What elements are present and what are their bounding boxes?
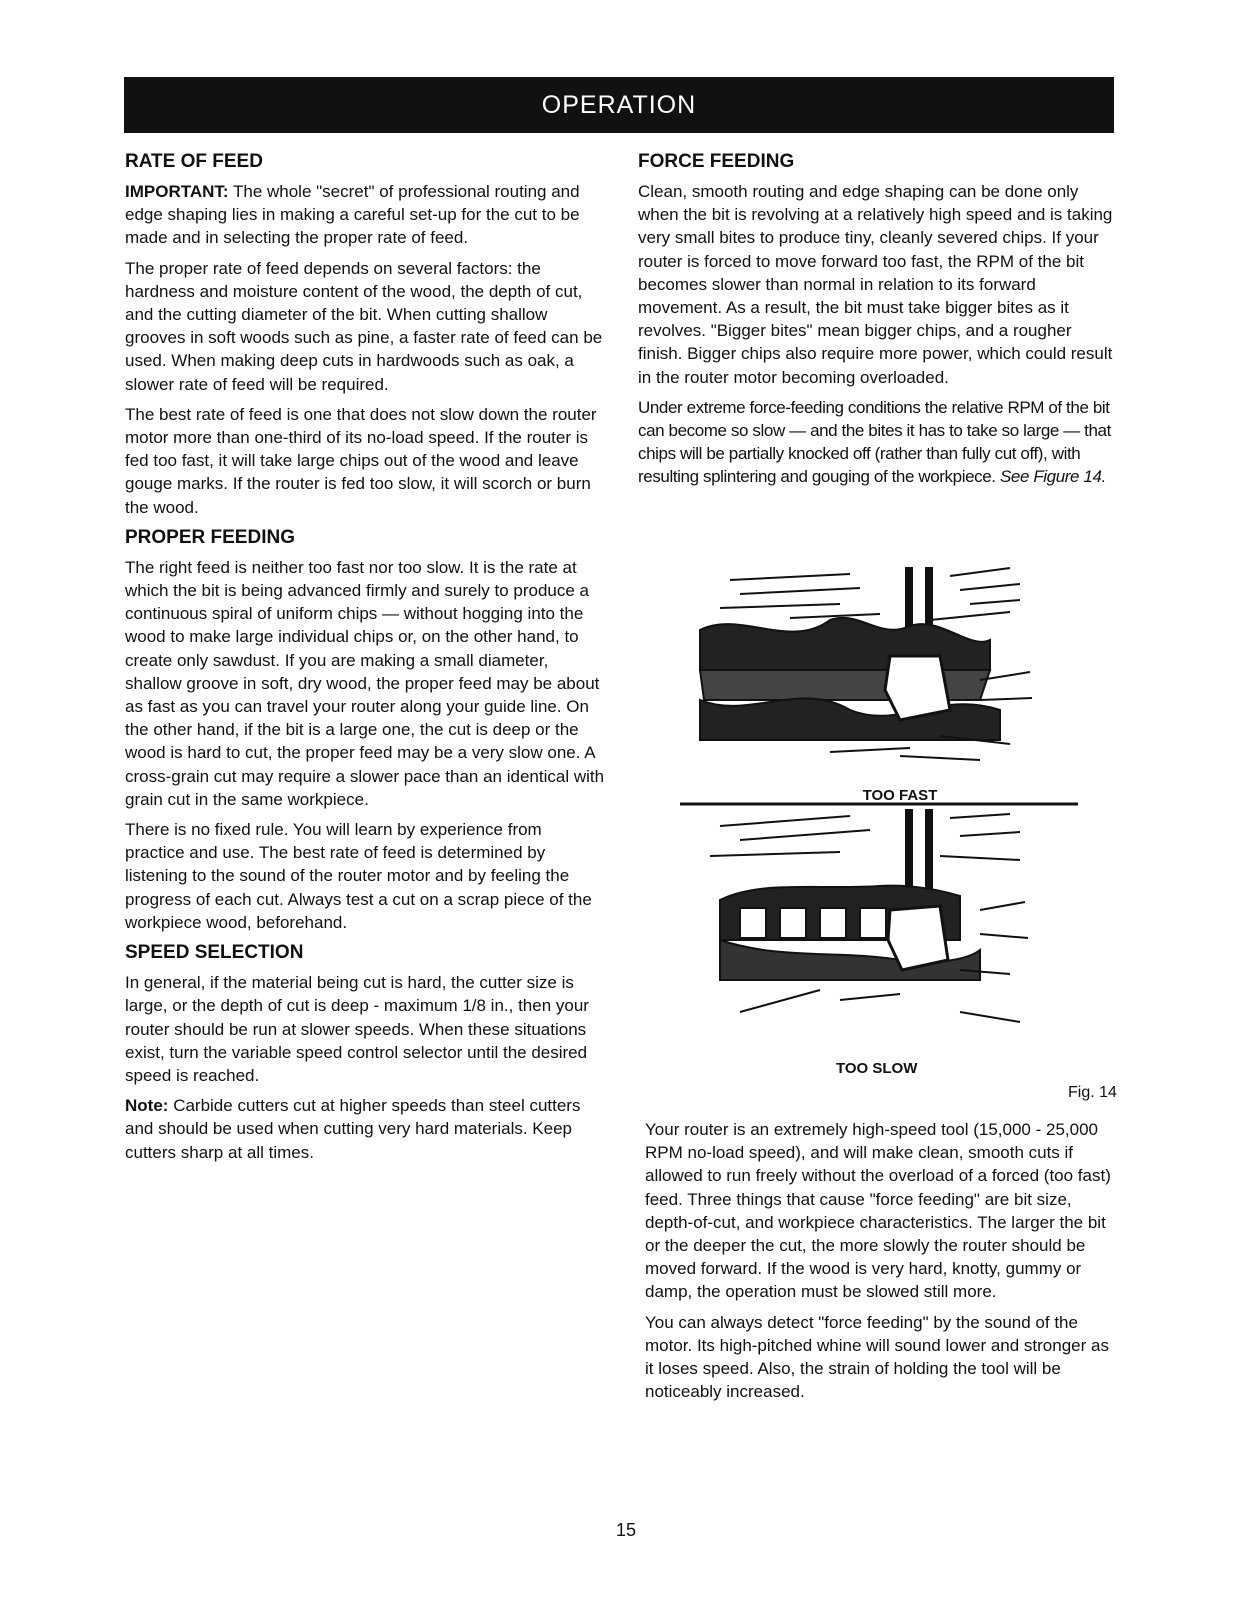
too-slow-label: TOO SLOW [836, 1060, 918, 1077]
paragraph: You can always detect "force feeding" by the sound of the motor. Its high-pitched whine will sound lower and stronger as it loses speed. Also, the strain of holding the tool will be noticeably increased. [645, 1312, 1109, 1402]
paragraph: There is no fixed rule. You will learn by experience from practice and use. The best rate of feed is determined by listening to the sound of the router motor and by feeling the progress of each cut. Always test a cut on a scrap piece of the workpiece wood, beforehand. [125, 820, 592, 932]
paragraph: Clean, smooth routing and edge shaping can be done only when the bit is revolving at a relatively high speed and is taking very small bites to produce tiny, cleanly severed chips. If your router is forced to move forward too fast, the RPM of the bit becomes slower than normal in relation to its forward movement. As a result, the bit must take bigger bites as it revolves. "Bigger bites" mean bigger chips, and a rougher finish. Bigger chips also require more power, which could result in the router motor becoming overloaded. [638, 182, 1113, 387]
heading-force-feeding: FORCE FEEDING [638, 151, 795, 172]
paragraph: The right feed is neither too fast nor too slow. It is the rate at which the bit is being advanced firmly and surely to produce a continuous spiral of uniform chips — without hogging into the wood to make large individual chips or, on the other hand, to create only sawdust. If you are making a small diameter, shallow groove in soft, dry wood, the proper feed may be about as fast as you can travel your router along your guide line. On the other hand, if the bit is a large one, the cut is deep or the wood is hard to cut, the proper feed may be a very slow one. A cross-grain cut may require a slower pace than an identical with grain cut in the same workpiece. [125, 557, 605, 809]
important-label: IMPORTANT: [125, 182, 229, 201]
paragraph [638, 396, 1116, 489]
right-column [638, 150, 1116, 496]
figure-number: Fig. 14 [1068, 1084, 1117, 1101]
heading-rate-of-feed: RATE OF FEED [125, 151, 263, 172]
note-paragraph [125, 1094, 605, 1164]
too-slow-illustration [710, 810, 1028, 1022]
paragraph [125, 180, 605, 250]
paragraph-text: The whole "secret" of professional routing and edge shaping lies in making a careful set-up for the cut to be made and in selecting the proper rate of feed. [125, 182, 580, 248]
figure-reference: See Figure 14. [999, 467, 1106, 487]
too-fast-label: TOO FAST [862, 787, 938, 804]
paragraph-text: Under extreme force-feeding conditions the relative RPM of the bit can become so slow — and the bites it has to take so large — that chips will be partially knocked off (rather than fully cut off), with resulting splintering and gouging of the workpiece. [638, 397, 1111, 487]
heading-speed-selection: SPEED SELECTION [125, 942, 304, 964]
paragraph: The best rate of feed is one that does not slow down the router motor more than one-third of its no-load speed. If the router is fed too fast, it will take large chips out of the wood and leave gouge marks. If the router is fed too slow, it will scorch or burn the wood. [125, 404, 597, 517]
note-label: Note: [125, 1096, 169, 1116]
figure-14-illustration [680, 560, 1120, 1100]
paragraph: In general, if the material being cut is hard, the cutter size is large, or the depth of cut is deep - maximum 1/8 in., then your router should be run at slower speeds. When these situations exist, turn the variable speed control selector until the desired speed is reached. [125, 973, 589, 1085]
paragraph: The proper rate of feed depends on several factors: the hardness and moisture content of the wood, the depth of cut, and the cutting diameter of the bit. When cutting shallow grooves in soft woods such as pine, a faster rate of feed can be used. When making deep cuts in hardwoods such as oak, a slower rate of feed will be required. [125, 258, 603, 394]
section-banner: OPERATION [124, 77, 1114, 133]
page-number: 15 [616, 1520, 637, 1540]
left-column [125, 150, 605, 1171]
heading-proper-feeding: PROPER FEEDING [125, 526, 295, 548]
note-text: Carbide cutters cut at higher speeds than steel cutters and should be used when cutting very hard materials. Keep cutters sharp at all times. [125, 1096, 581, 1162]
too-fast-illustration [700, 568, 1032, 760]
right-column-lower [645, 1118, 1119, 1410]
paragraph: Your router is an extremely high-speed tool (15,000 - 25,000 RPM no-load speed), and will make clean, smooth cuts if allowed to run freely without the overload of a forced (too fast) feed. Three things that cause "force feeding" are bit size, depth-of-cut, and workpiece characteristics. The larger the bit or the deeper the cut, the more slowly the router should be moved forward. If the wood is very hard, knotty, gummy or damp, the operation must be slowed still more. [645, 1120, 1111, 1302]
